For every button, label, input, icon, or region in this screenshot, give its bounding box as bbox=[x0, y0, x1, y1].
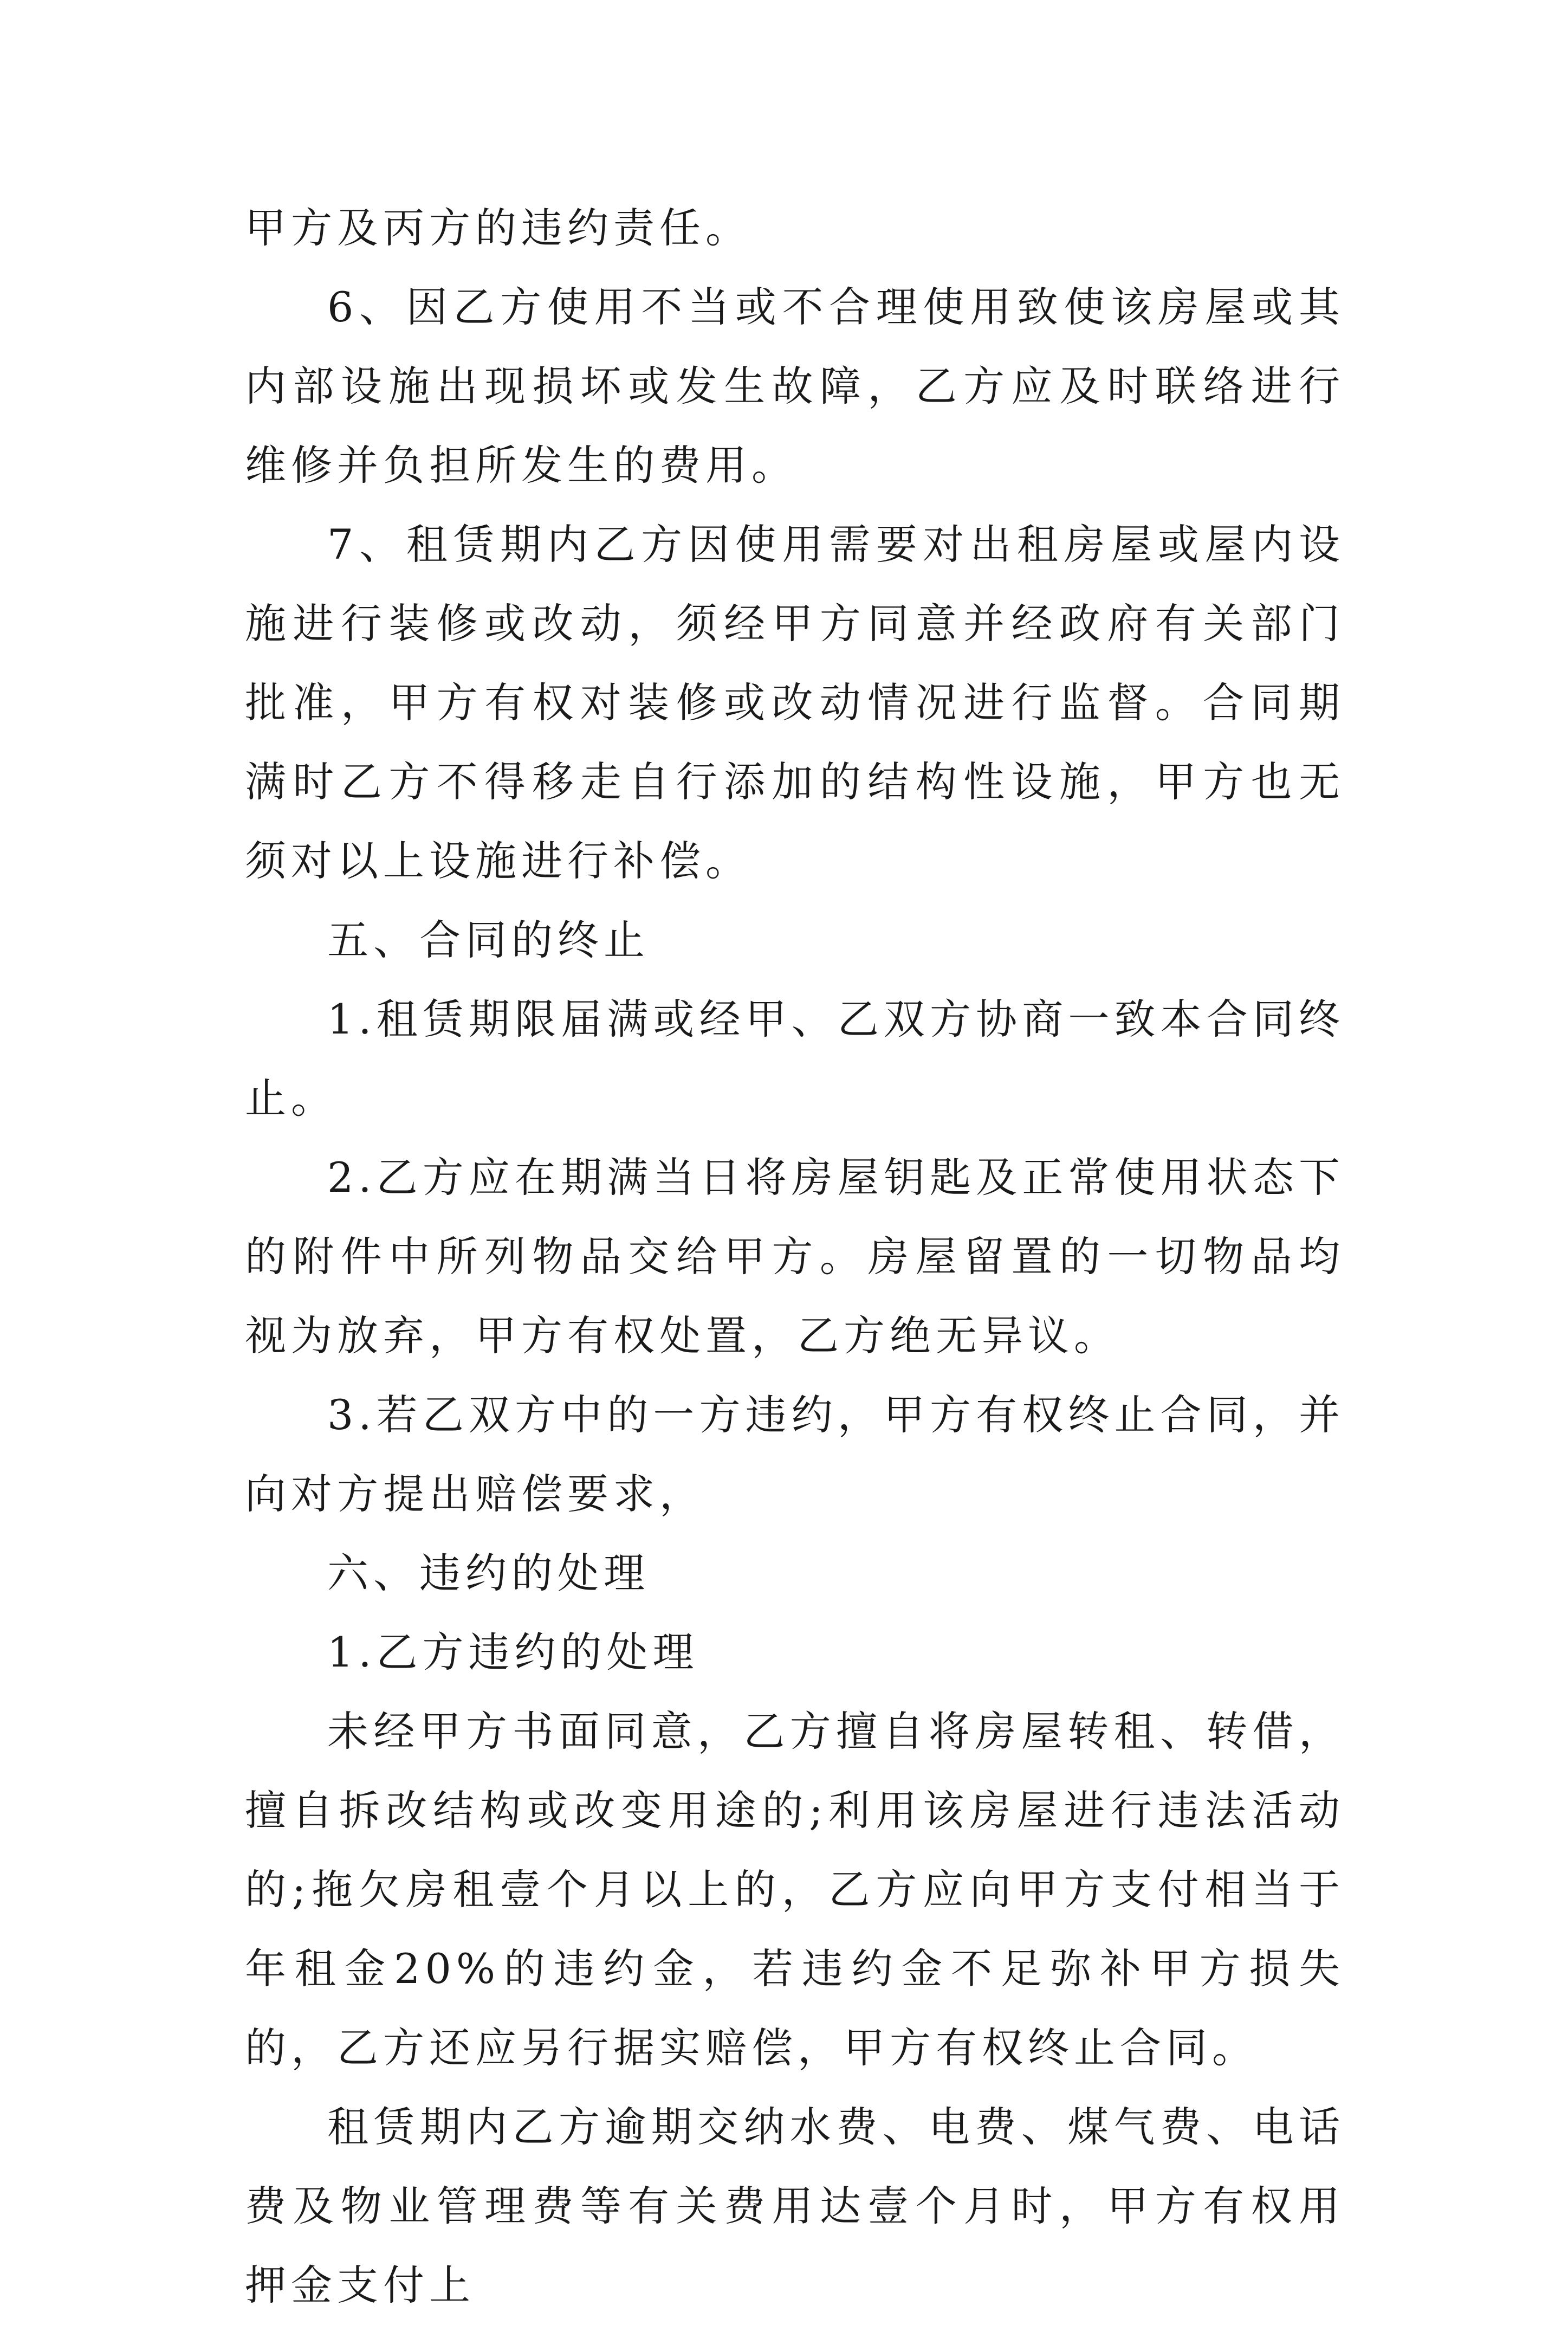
document-body bbox=[245, 189, 1345, 2325]
paragraph: 未经甲方书面同意，乙方擅自将房屋转租、转借，擅自拆改结构或改变用途的;利用该房屋进行违法活动的;拖欠房租壹个月以上的，乙方应向甲方支付相当于年租金20%的违约金，若违约金不足弥补甲方损失的，乙方还应另行据实赔偿，甲方有权终止合同。 bbox=[245, 1707, 1345, 2072]
paragraph: 7、租赁期内乙方因使用需要对出租房屋或屋内设施进行装修或改动，须经甲方同意并经政府有关部门批准，甲方有权对装修或改动情况进行监督。合同期满时乙方不得移走自行添加的结构性设施，甲方也无须对以上设施进行补偿。 bbox=[245, 520, 1345, 885]
paragraph: 租赁期内乙方逾期交纳水费、电费、煤气费、电话费及物业管理费等有关费用达壹个月时，甲方有权用押金支付上 bbox=[245, 2103, 1345, 2309]
section-heading: 六、违约的处理 bbox=[327, 1549, 650, 1597]
paragraph: 甲方及丙方的违约责任。 bbox=[245, 204, 751, 252]
paragraph: 6、因乙方使用不当或不合理使用致使该房屋或其内部设施出现损坏或发生故障，乙方应及时联络进行维修并负担所发生的费用。 bbox=[245, 283, 1345, 489]
paragraph: 3.若乙双方中的一方违约，甲方有权终止合同，并向对方提出赔偿要求， bbox=[245, 1391, 1345, 1518]
paragraph: 1.租赁期限届满或经甲、乙双方协商一致本合同终止。 bbox=[245, 995, 1345, 1122]
subsection-heading: 1.乙方违约的处理 bbox=[327, 1628, 699, 1676]
paragraph: 2.乙方应在期满当日将房屋钥匙及正常使用状态下的附件中所列物品交给甲方。房屋留置的一切物品均视为放弃，甲方有权处置，乙方绝无异议。 bbox=[245, 1153, 1345, 1360]
section-heading: 五、合同的终止 bbox=[327, 916, 650, 964]
